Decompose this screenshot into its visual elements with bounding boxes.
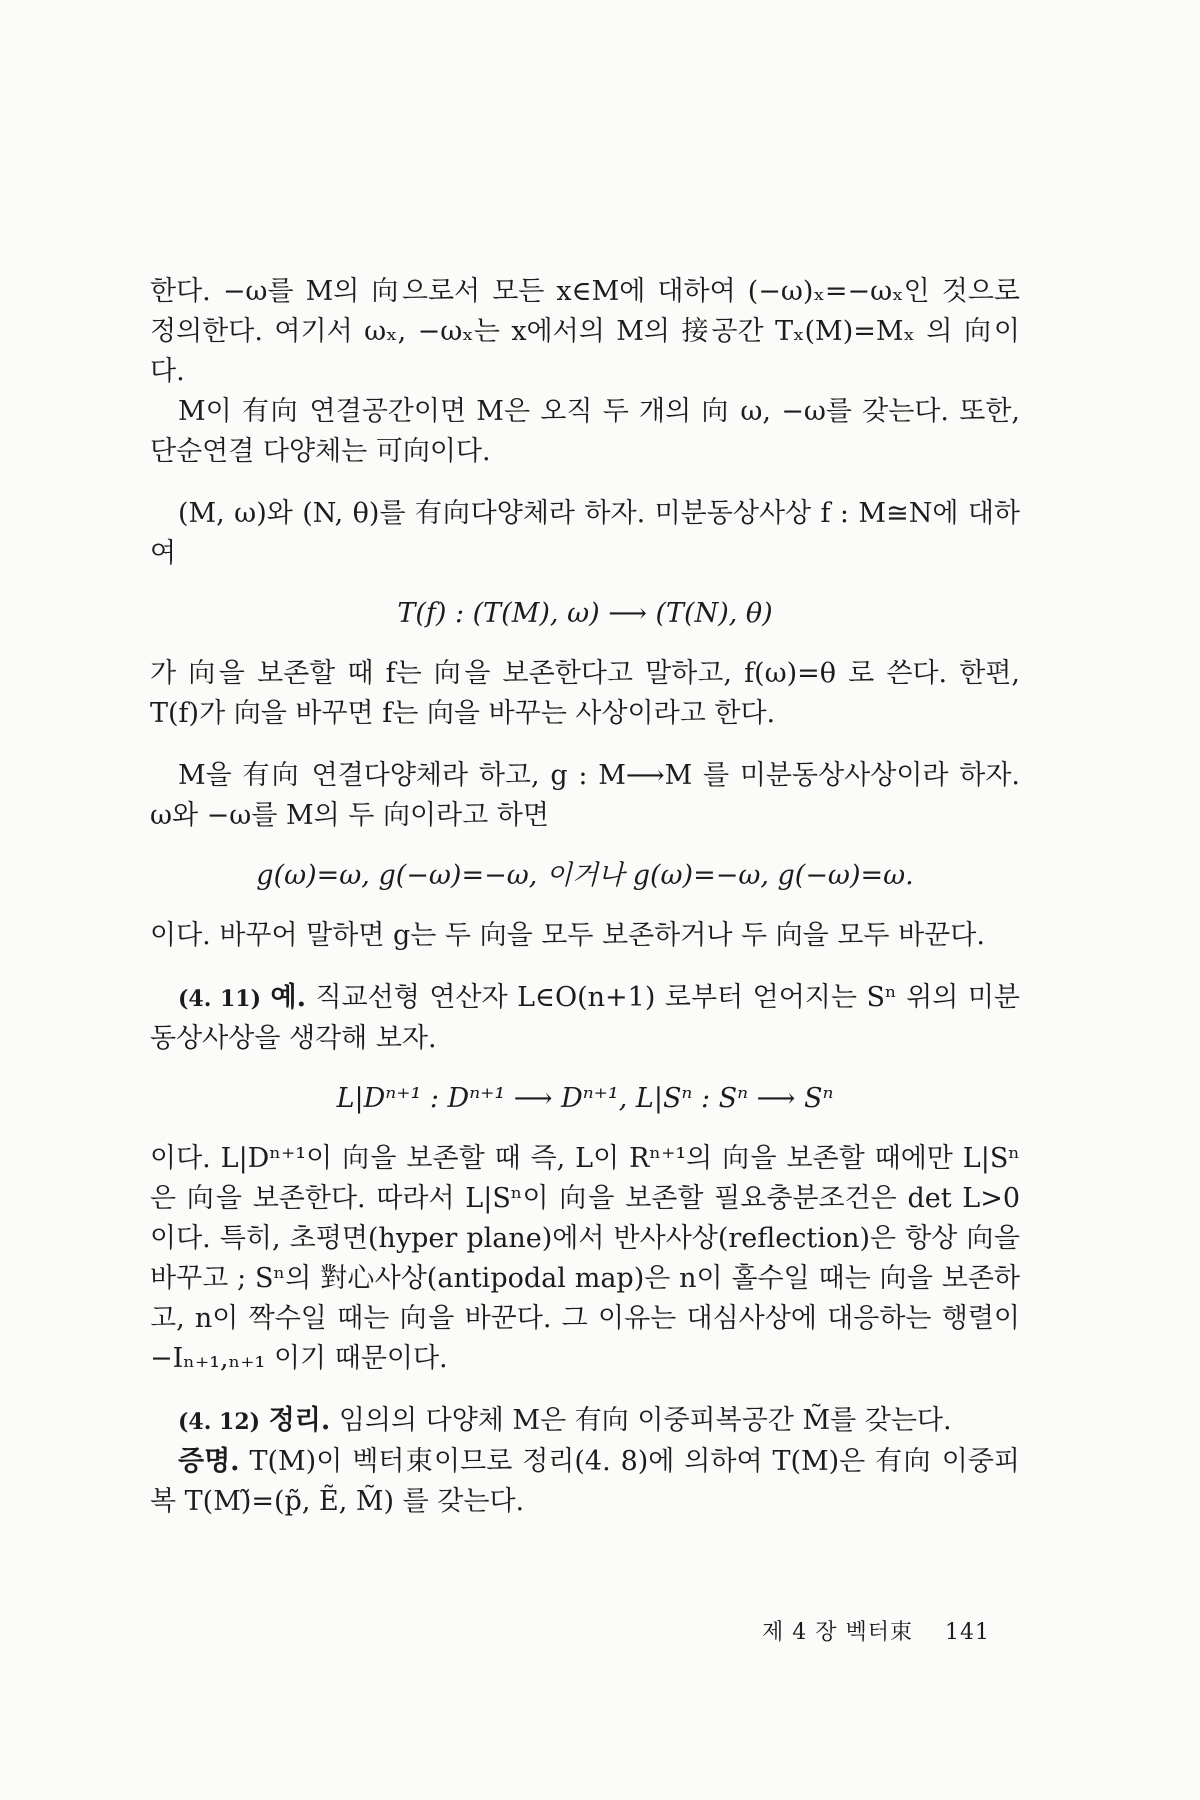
- paragraph-g-conclusion: 이다. 바꾸어 말하면 g는 두 向을 모두 보존하거나 두 向을 모두 바꾼다.: [150, 920, 985, 951]
- theorem-text: 임의의 다양체 M은 有向 이중피복공간 M̃를 갖는다.: [330, 1405, 952, 1436]
- theorem-4-12: [150, 1401, 1020, 1442]
- paragraph-diffeomorphism-g: M을 有向 연결다양체라 하고, g : M⟶M 를 미분동상사상이라 하자. ω와 −ω를 M의 두 向이라고 하면: [150, 760, 1020, 831]
- theorem-label: (4. 12): [178, 1409, 261, 1435]
- proof: [150, 1442, 1020, 1522]
- equation-tangent-map: T(f) : (T(M), ω) ⟶ (T(N), θ): [397, 598, 773, 629]
- proof-heading: 증명.: [178, 1446, 240, 1477]
- paragraph-preserve-orientation: 가 向을 보존할 때 f는 向을 보존한다고 말하고, f(ω)=θ 로 쓴다. 한편, T(f)가 向을 바꾸면 f는 向을 바꾸는 사상이라고 한다.: [150, 658, 1020, 729]
- page-footer: [762, 1615, 990, 1646]
- paragraph-orientation-definition: 한다. −ω를 M의 向으로서 모든 x∈M에 대하여 (−ω)ₓ=−ωₓ인 것으로 정의한다. 여기서 ωₓ, −ωₓ는 x에서의 M의 接공간 Tₓ(M)=Mₓ 의 向이다.: [150, 276, 1020, 387]
- chapter-title: 제 4 장 벡터束: [762, 1620, 914, 1645]
- page-number: 141: [945, 1620, 990, 1645]
- equation-restrictions: L|Dⁿ⁺¹ : Dⁿ⁺¹ ⟶ Dⁿ⁺¹, L|Sⁿ : Sⁿ ⟶ Sⁿ: [336, 1083, 834, 1114]
- paragraph-oriented-manifolds: (M, ω)와 (N, θ)를 有向다양체라 하자. 미분동상사상 f : M≅N에 대하여: [150, 498, 1020, 569]
- proof-text: T(M)이 벡터束이므로 정리(4. 8)에 의하여 T(M)은 有向 이중피복 T(M)̃=(p̃, Ẽ, M̃) 를 갖는다.: [150, 1446, 1020, 1517]
- example-label: (4. 11): [178, 986, 261, 1012]
- example-4-11: [150, 978, 1020, 1059]
- paragraph-reflection-antipodal: 이다. L|Dⁿ⁺¹이 向을 보존할 때 즉, L이 Rⁿ⁺¹의 向을 보존할 때에만 L|Sⁿ은 向을 보존한다. 따라서 L|Sⁿ이 向을 보존할 필요충분조건은 det L>0 이다. 특히, 초평면(hyper plane)에서 반사사상(reflection)은 항상 向을 바꾸고 ; Sⁿ의 對心사상(antipodal map)은 n이 홀수일 때는 向을 보존하고, n이 짝수일 때는 向을 바꾼다. 그 이유는 대심사상에 대응하는 행렬이 −Iₙ₊₁,ₙ₊₁ 이기 때문이다.: [150, 1143, 1020, 1374]
- paragraph-two-orientations: M이 有向 연결공간이면 M은 오직 두 개의 向 ω, −ω를 갖는다. 또한, 단순연결 다양체는 可向이다.: [150, 396, 1020, 467]
- theorem-heading: 정리.: [268, 1405, 331, 1436]
- example-heading: 예.: [270, 982, 306, 1013]
- equation-g-cases: g(ω)=ω, g(−ω)=−ω, 이거나 g(ω)=−ω, g(−ω)=ω.: [256, 860, 914, 891]
- body-text: [150, 272, 1020, 1522]
- example-text: 직교선형 연산자 L∈O(n+1) 로부터 얻어지는 Sⁿ 위의 미분동상사상을 생각해 보자.: [150, 982, 1020, 1054]
